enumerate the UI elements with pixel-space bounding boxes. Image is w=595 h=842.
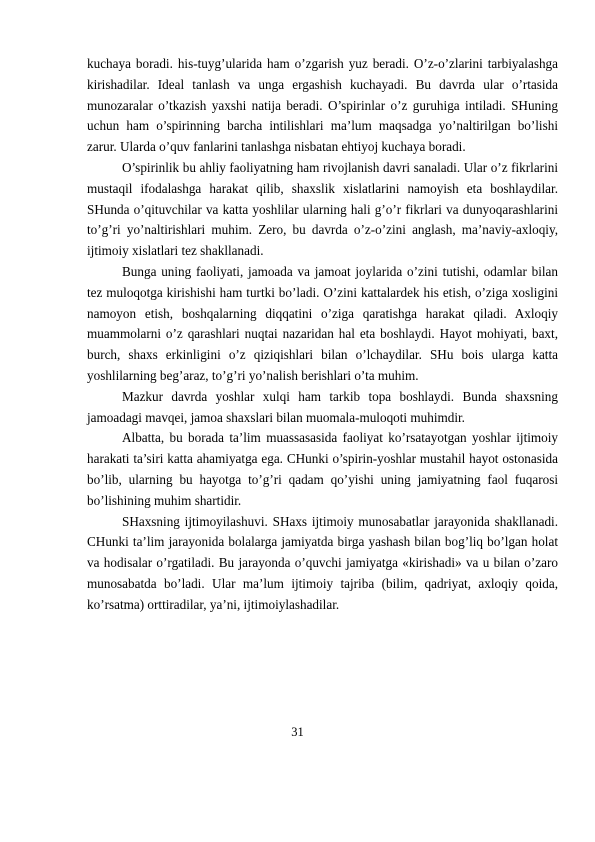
paragraph: Albatta, bu borada ta’lim muassasasida faoliyat ko’rsatayotgan yoshlar ijtimoiy harakati ta’siri katta ahamiyatga ega. CHunki o’spirin-yoshlar mustahil hayot ostonasida bo’lib, ularning bu hayotga to’g’ri qadam qo’yishi uning jamiyatning faol fuqarosi bo’lishining muhim shartidir.: [87, 430, 558, 508]
paragraph: O’spirinlik bu ahliy faoliyatning ham rivojlanish davri sanaladi. Ular o’z fikrlarini mustaqil ifodalashga harakat qilib, shaxslik xislatlarini namoyish eta boshlaydilar. SHunda o’qituvchilar va katta yoshlilar ularning hali g’o’r fikrlari va dunyoqarashlarini to’g’ri yo’naltirishlari muhim. Zero, bu davrda o’z-o’zini anglash, ma’naviy-axloqiy, ijtimoiy xislatlari tez shakllanadi.: [87, 159, 558, 259]
page-number: 31: [291, 725, 304, 739]
paragraph: Mazkur davrda yoshlar xulqi ham tarkib topa boshlaydi. Bunda shaxsning jamoadagi mavqei, jamoa shaxslari bilan muomala-muloqoti muhimdir.: [87, 388, 558, 425]
paragraph-continuation: kuchaya boradi. his-tuyg’ularida ham o’zgarish yuz beradi. O’z-o’zlarini tarbiyalashga kirishadilar. Ideal tanlash va unga ergashish kuchayadi. Bu davrda ular o’rtasida munozaralar o’tkazish yaxshi natija beradi. O’spirinlar o’z guruhiga intiladi. SHuning uchun ham o’spirinning barcha intilishlari ma’lum maqsadga yo’naltirilgan bo’lishi zarur. Ularda o’quv fanlarini tanlashga nisbatan ehtiyoj kuchaya boradi.: [87, 56, 558, 155]
paragraph: SHaxsning ijtimoyilashuvi. SHaxs ijtimoiy munosabatlar jarayonida shakllanadi. CHunki ta’lim jarayonida bolalarga jamiyatda birga yashash bilan bog’liq bo’lgan holat va hodisalar o’rgatiladi. Bu jarayonda o’quvchi jamiyatga «kirishadi» va u bilan o’zaro munosabatda bo’ladi. Ular ma’lum ijtimoiy tajriba (bilim, qadriyat, axloqiy qoida, ko’rsatma) orttiradilar, ya’ni, ijtimoiylashadilar.: [87, 513, 558, 612]
document-body: [87, 54, 558, 616]
paragraph: Bunga uning faoliyati, jamoada va jamoat joylarida o’zini tutishi, odamlar bilan tez muloqotga kirishishi ham turtki bo’ladi. O’zini kattalardek his etish, o’ziga xosligini namoyon etish, boshqalarning diqqatini o’ziga qaratishga harakat qiladi. Axloqiy muammolarni o’z qarashlari nuqtai nazaridan hal eta boshlaydi. Hayot mohiyati, baxt, burch, shaxs erkinligini o’z qiziqishlari bilan o’lchaydilar. SHu bois ularga katta yoshlilarning beg’araz, to’g’ri yo’nalish berishlari o’ta muhim.: [87, 263, 558, 383]
